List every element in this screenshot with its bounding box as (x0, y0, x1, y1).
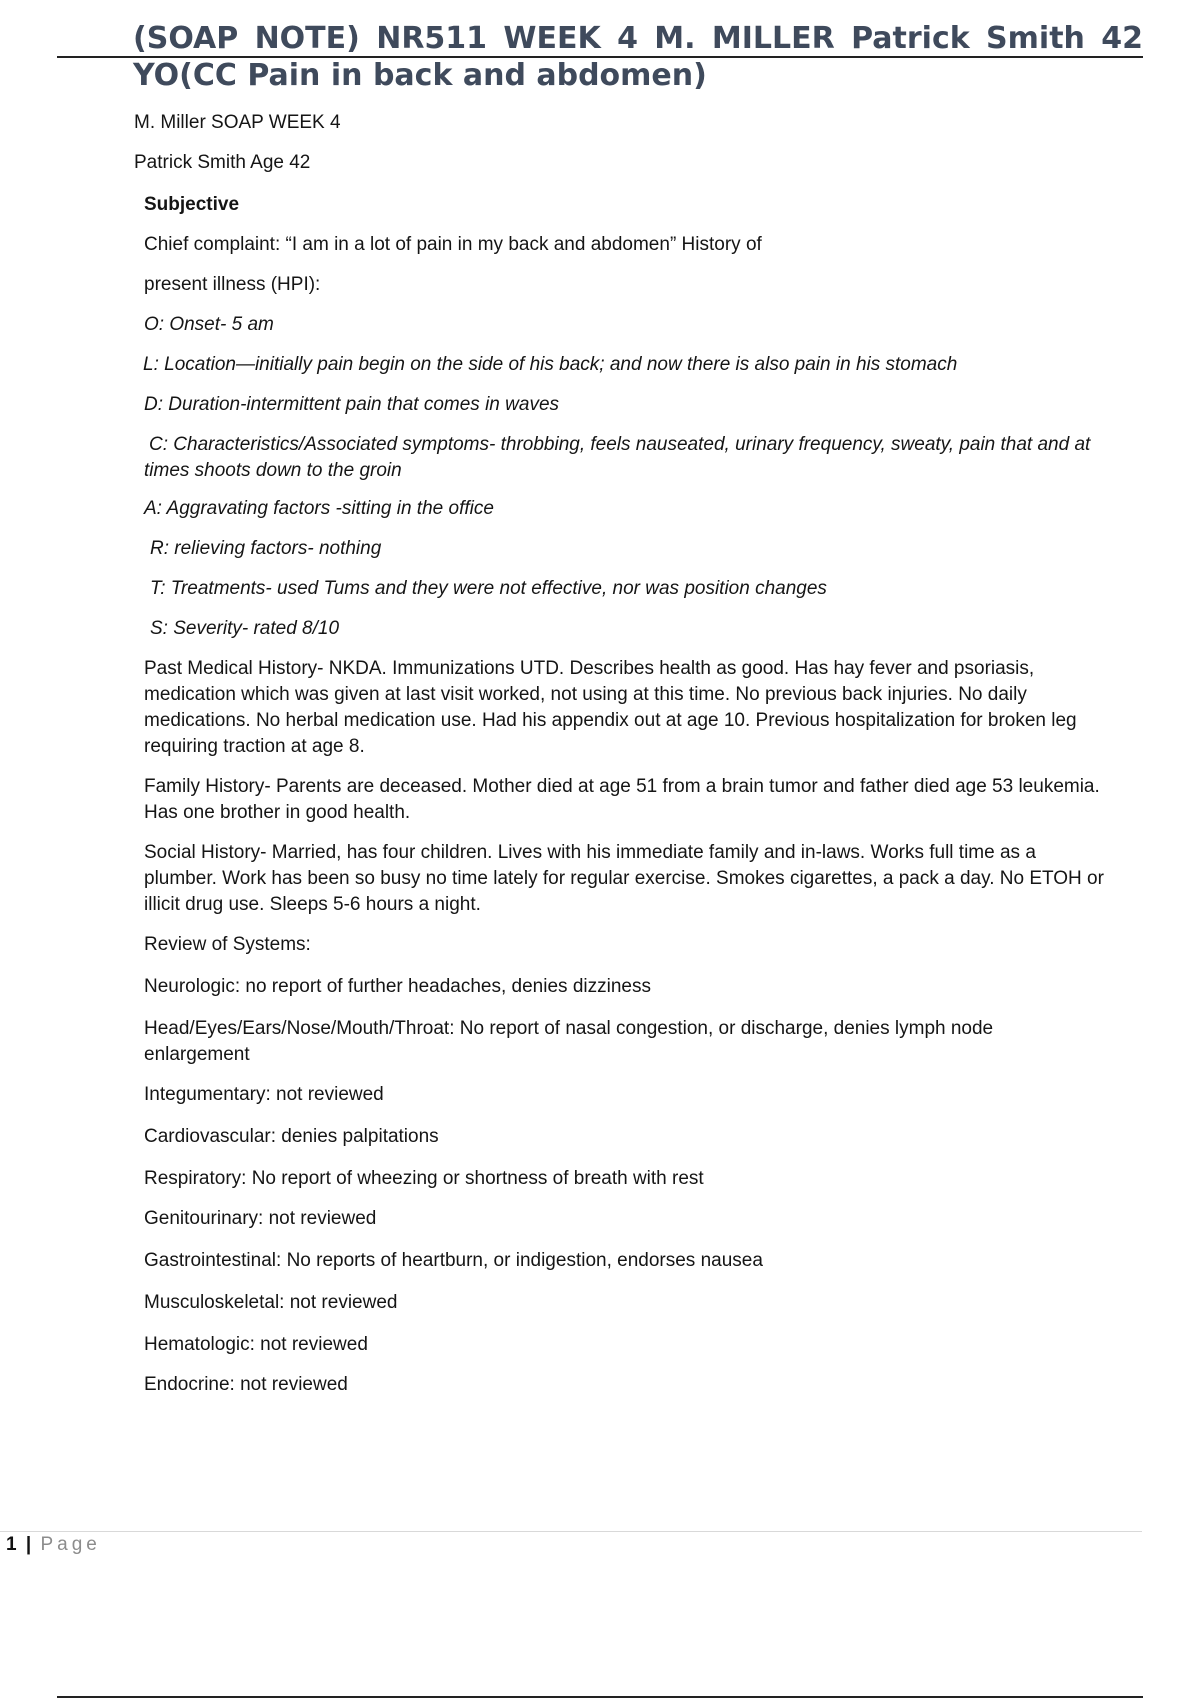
document-title: (SOAP NOTE) NR511 WEEK 4 M. MILLER Patrick Smith 42 YO(CC Pain in back and abdomen) (133, 21, 1143, 93)
ros-gastrointestinal: Gastrointestinal: No reports of heartburn, or indigestion, endorses nausea (144, 1250, 763, 1271)
ros-cardiovascular: Cardiovascular: denies palpitations (144, 1126, 439, 1147)
ros-integumentary: Integumentary: not reviewed (144, 1084, 384, 1105)
hpi-severity: S: Severity- rated 8/10 (150, 618, 340, 639)
ros-musculoskeletal: Musculoskeletal: not reviewed (144, 1292, 398, 1313)
page-label: Page (40, 1534, 101, 1555)
ros-hematologic: Hematologic: not reviewed (144, 1334, 368, 1355)
hpi-treatments: T: Treatments- used Tums and they were not effective, nor was position changes (150, 578, 827, 599)
hpi-onset: O: Onset- 5 am (144, 314, 274, 335)
past-medical-history: Past Medical History- NKDA. Immunizations UTD. Describes health as good. Has hay fever and psoriasis, medication which was given at last visit worked, not using at this time. No previous back injuries. No daily medications. No herbal medication use. Had his appendix out at age 10. Previous hospitalization for broken leg requiring traction at age 8. (144, 658, 1077, 757)
footer-divider (0, 1531, 1142, 1532)
ros-respiratory: Respiratory: No report of wheezing or shortness of breath with rest (144, 1168, 704, 1189)
meta-line-course: M. Miller SOAP WEEK 4 (134, 112, 341, 133)
title-underline (57, 56, 1143, 58)
hpi-relieving: R: relieving factors- nothing (150, 538, 382, 559)
page-separator: | (25, 1534, 34, 1555)
ros-genitourinary: Genitourinary: not reviewed (144, 1208, 377, 1229)
ros-heading: Review of Systems: (144, 934, 311, 955)
hpi-aggravating: A: Aggravating factors -sitting in the office (144, 498, 494, 519)
hpi-characteristics: C: Characteristics/Associated symptoms- throbbing, feels nauseated, urinary frequency, sweaty, pain that and at times shoots down to the groin (144, 434, 1091, 481)
page-footer (6, 1534, 101, 1556)
hpi-duration: D: Duration-intermittent pain that comes in waves (144, 394, 560, 415)
chief-complaint-line-1: Chief complaint: “I am in a lot of pain in my back and abdomen” History of (144, 234, 762, 255)
meta-line-patient: Patrick Smith Age 42 (134, 152, 311, 173)
note-body (144, 192, 1104, 1398)
hpi-location: L: Location—initially pain begin on the side of his back; and now there is also pain in his stomach (143, 354, 958, 375)
chief-complaint-line-2: present illness (HPI): (144, 274, 321, 295)
ros-endocrine: Endocrine: not reviewed (144, 1374, 348, 1395)
ros-heent: Head/Eyes/Ears/Nose/Mouth/Throat: No report of nasal congestion, or discharge, denies lymph node enlargement (144, 1018, 994, 1065)
social-history: Social History- Married, has four children. Lives with his immediate family and in-laws. Works full time as a plumber. Work has been so busy no time lately for regular exercise. Smokes cigarettes, a pack a day. No ETOH or illicit drug use. Sleeps 5-6 hours a night. (144, 842, 1104, 915)
subjective-heading: Subjective (144, 194, 240, 215)
bottom-border-line (57, 1696, 1143, 1698)
family-history: Family History- Parents are deceased. Mother died at age 51 from a brain tumor and father died age 53 leukemia. Has one brother in good health. (144, 776, 1100, 823)
ros-neurologic: Neurologic: no report of further headaches, denies dizziness (144, 976, 651, 997)
page-number: 1 (6, 1534, 19, 1555)
